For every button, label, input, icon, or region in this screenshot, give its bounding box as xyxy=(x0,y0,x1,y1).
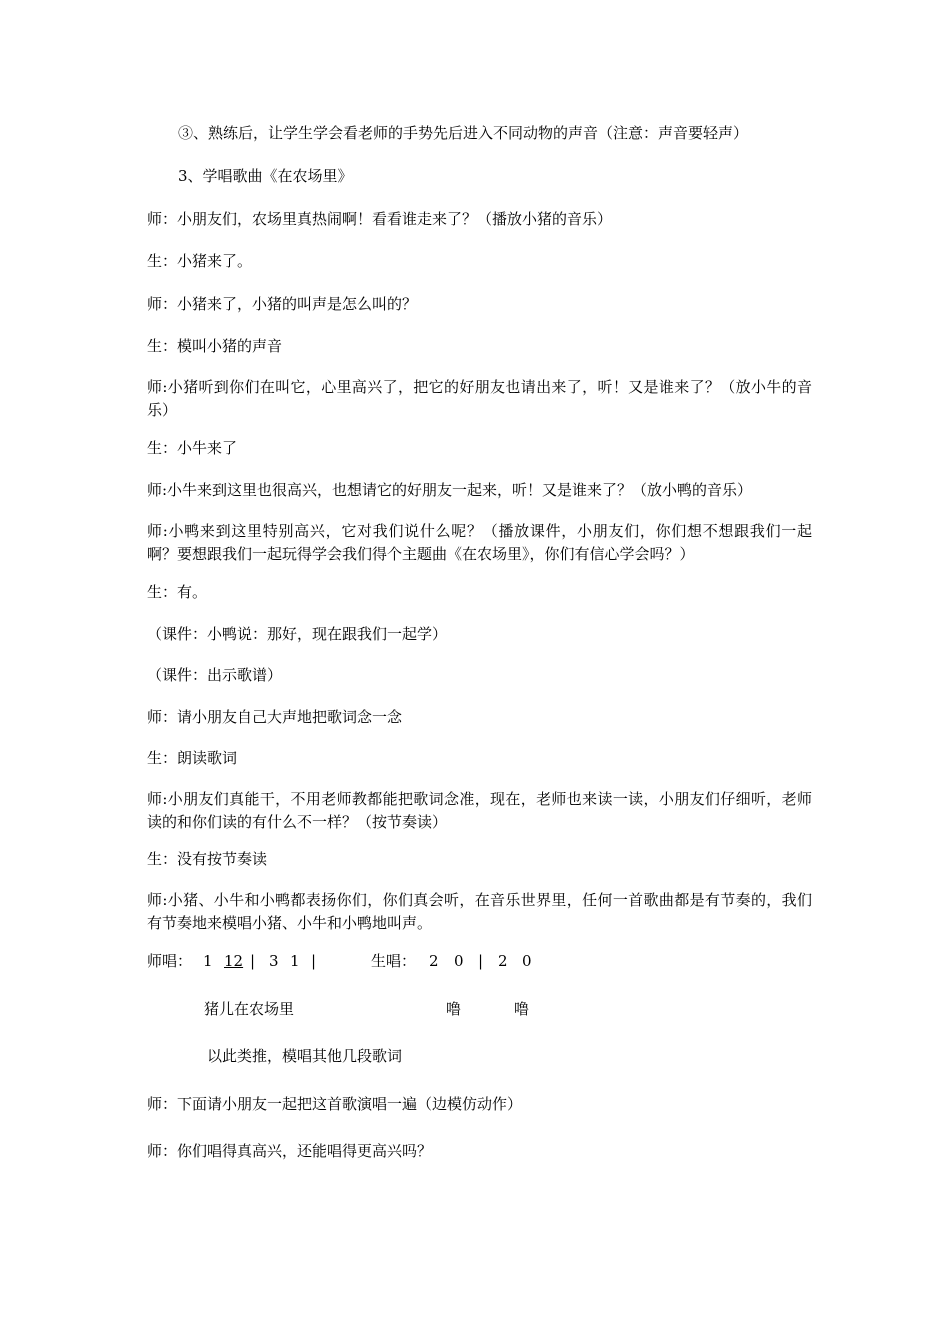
student-sing-label: 生唱： xyxy=(371,952,417,970)
paragraph: （课件：出示歌谱） xyxy=(147,666,283,684)
paragraph: 师：小朋友们，农场里真热闹啊！看看谁走来了？（播放小猪的音乐） xyxy=(147,210,613,228)
lyric-teacher: 猪儿在农场里 xyxy=(204,1000,295,1018)
note: 1 xyxy=(203,952,213,970)
paragraph: 师:小猪、小牛和小鸭都表扬你们，你们真会听，在音乐世界里，任何一首歌曲都是有节奏的，我们有节奏地来模唱小猪、小牛和小鸭地叫声。 xyxy=(147,891,812,932)
paragraph: 以此类推，模唱其他几段歌词 xyxy=(207,1047,403,1065)
paragraph: 生：没有按节奏读 xyxy=(147,850,268,868)
paragraph: 师：你们唱得真高兴，还能唱得更高兴吗？ xyxy=(147,1142,433,1160)
paragraph: 生：小牛来了 xyxy=(147,439,238,457)
lyric-student: 噜 xyxy=(514,1000,530,1018)
note: 0 xyxy=(522,952,532,970)
paragraph: 生：有。 xyxy=(147,583,208,601)
bar-line: | xyxy=(250,952,256,970)
paragraph: 师:小猪听到你们在叫它，心里高兴了，把它的好朋友也请出来了，听！又是谁来了？（放小牛的音乐） xyxy=(147,378,812,419)
bar-line: | xyxy=(311,952,317,970)
paragraph: 师：小猪来了，小猪的叫声是怎么叫的？ xyxy=(147,295,418,313)
paragraph: 生：小猪来了。 xyxy=(147,252,253,270)
note: 2 xyxy=(498,952,508,970)
paragraph: 生：模叫小猪的声音 xyxy=(147,337,283,355)
section-heading: 3、学唱歌曲《在农场里》 xyxy=(178,167,353,185)
paragraph: 师:小朋友们真能干，不用老师教都能把歌词念准，现在，老师也来读一读，小朋友们仔细听，老师读的和你们读的有什么不一样？（按节奏读） xyxy=(147,790,812,831)
note: 1 xyxy=(290,952,300,970)
note: 2 xyxy=(429,952,439,970)
paragraph: 师:小牛来到这里也很高兴，也想请它的好朋友一起来，听！又是谁来了？（放小鸭的音乐） xyxy=(147,481,753,499)
paragraph: 师：请小朋友自己大声地把歌词念一念 xyxy=(147,708,403,726)
lyric-student: 噜 xyxy=(446,1000,462,1018)
teacher-sing-label: 师唱： xyxy=(147,952,193,970)
paragraph-step-3: ③、熟练后，让学生学会看老师的手势先后进入不同动物的声音（注意：声音要轻声） xyxy=(178,124,749,142)
note-eighth: 12 xyxy=(224,952,244,970)
paragraph: 师:小鸭来到这里特别高兴，它对我们说什么呢？（播放课件，小朋友们，你们想不想跟我们一起啊？要想跟我们一起玩得学会我们得个主题曲《在农场里》，你们有信心学会吗？） xyxy=(147,522,812,563)
paragraph: 生：朗读歌词 xyxy=(147,749,238,767)
paragraph: 师：下面请小朋友一起把这首歌演唱一遍（边模仿动作） xyxy=(147,1095,523,1113)
note: 0 xyxy=(454,952,464,970)
note: 3 xyxy=(269,952,279,970)
bar-line: | xyxy=(478,952,484,970)
paragraph: （课件：小鸭说：那好，现在跟我们一起学） xyxy=(147,625,448,643)
